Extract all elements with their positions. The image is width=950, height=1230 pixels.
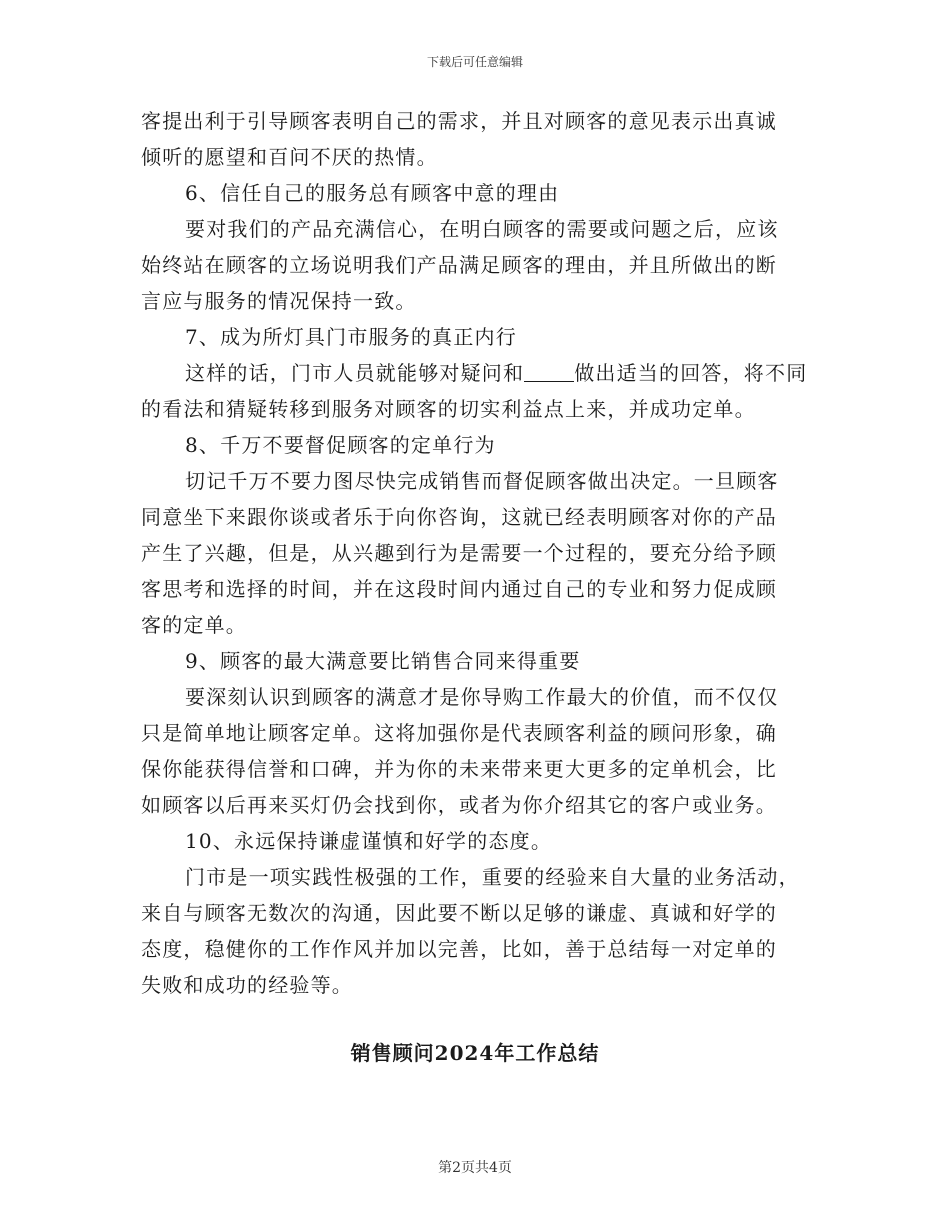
paragraph-line: 客提出利于引导顾客表明自己的需求，并且对顾客的意见表示出真诚 [141, 109, 777, 133]
fill-in-blank [524, 361, 574, 382]
paragraph-line: 要深刻认识到顾客的满意才是你导购工作最大的价值，而不仅仅 [185, 685, 779, 709]
paragraph-line: 客思考和选择的时间，并在这段时间内通过自己的专业和努力促成顾 [141, 577, 777, 601]
paragraph-line: 态度，稳健你的工作作风并加以完善，比如，善于总结每一对定单的 [141, 937, 777, 961]
paragraph-line: 门市是一项实践性极强的工作，重要的经验来自大量的业务活动， [185, 865, 800, 889]
line-part-after-blank: 做出适当的回答，将不同 [574, 361, 808, 385]
paragraph-line: 保你能获得信誉和口碑，并为你的未来带来更大更多的定单机会，比 [141, 757, 777, 781]
paragraph-line: 产生了兴趣，但是，从兴趣到行为是需要一个过程的，要充分给予顾 [141, 541, 777, 565]
document-body [141, 103, 806, 1003]
page-footer: 第2页共4页 [438, 1160, 512, 1176]
line-part-before-blank: 这样的话，门市人员就能够对疑问和 [185, 361, 525, 385]
page-header: 下载后可任意编辑 [426, 55, 523, 69]
section-heading-10: 10、永远保持谦虚谨慎和好学的态度。 [185, 829, 553, 853]
document-title: 销售顾问2024年工作总结 [350, 1041, 600, 1065]
paragraph-line: 失败和成功的经验等。 [141, 973, 353, 997]
paragraph-line: 如顾客以后再来买灯仍会找到你，或者为你介绍其它的客户或业务。 [141, 793, 777, 817]
paragraph-line: 始终站在顾客的立场说明我们产品满足顾客的理由，并且所做出的断 [141, 253, 777, 277]
paragraph-line: 切记千万不要力图尽快完成销售而督促顾客做出决定。一旦顾客 [185, 469, 779, 493]
paragraph-line: 倾听的愿望和百问不厌的热情。 [141, 145, 438, 169]
section-heading-7: 7、成为所灯具门市服务的真正内行 [185, 325, 517, 349]
paragraph-line: 只是简单地让顾客定单。这将加强你是代表顾客利益的顾问形象，确 [141, 721, 777, 745]
section-heading-8: 8、千万不要督促顾客的定单行为 [185, 433, 496, 457]
paragraph-line: 同意坐下来跟你谈或者乐于向你咨询，这就已经表明顾客对你的产品 [141, 505, 777, 529]
paragraph-line: 的看法和猜疑转移到服务对顾客的切实利益点上来，并成功定单。 [141, 397, 756, 421]
section-heading-9: 9、顾客的最大满意要比销售合同来得重要 [185, 649, 581, 673]
paragraph-line: 要对我们的产品充满信心，在明白顾客的需要或问题之后，应该 [185, 217, 779, 241]
paragraph-line: 客的定单。 [141, 613, 247, 637]
section-heading-6: 6、信任自己的服务总有顾客中意的理由 [185, 181, 560, 205]
paragraph-line: 言应与服务的情况保持一致。 [141, 289, 417, 313]
paragraph-line: 来自与顾客无数次的沟通，因此要不断以足够的谦虚、真诚和好学的 [141, 901, 777, 925]
paragraph-line-with-blank [141, 355, 806, 391]
